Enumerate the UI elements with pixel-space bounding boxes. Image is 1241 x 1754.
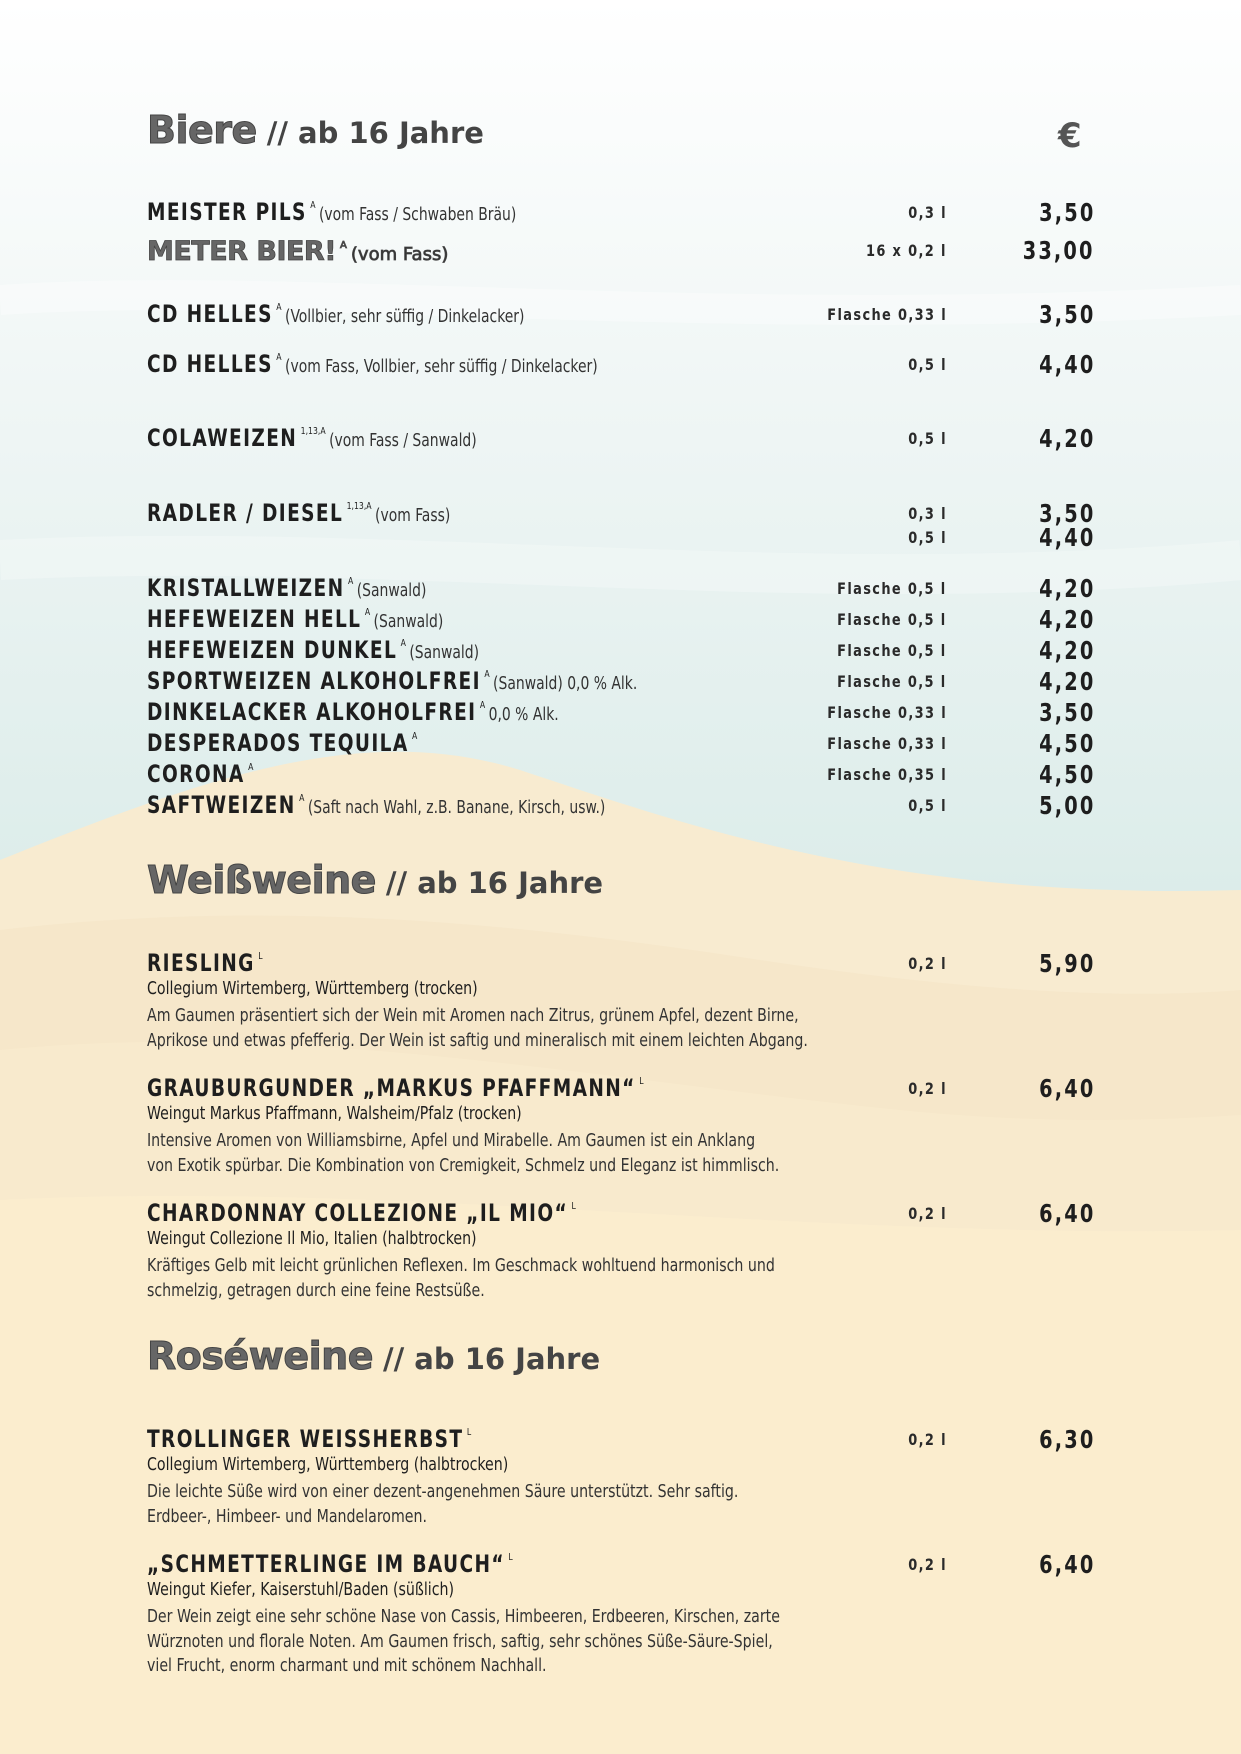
allergen-note: A <box>299 793 305 804</box>
wine-name <box>147 949 263 977</box>
wine-description-line: schmelzig, getragen durch eine feine Restsüße. <box>147 1280 485 1301</box>
beer-name-text: HEFEWEIZEN DUNKEL <box>147 636 398 664</box>
allergen-note: L <box>571 1201 576 1212</box>
allergen-note: L <box>508 1552 513 1563</box>
wine-name-text: RIESLING <box>147 949 255 977</box>
beer-volume-2: 0,5 l <box>908 528 947 547</box>
beer-title: Biere <box>147 108 257 152</box>
beer-price: 33,00 <box>1023 236 1095 265</box>
white-wine-section-title <box>147 858 603 902</box>
beer-description: (vom Fass, Vollbier, sehr süffig / Dinkelacker) <box>285 356 598 377</box>
wine-description-line: Der Wein zeigt eine sehr schöne Nase von Cassis, Himbeeren, Erdbeeren, Kirschen, zarte <box>147 1607 780 1627</box>
allergen-note: L <box>258 951 263 962</box>
winery: Weingut Collezione Il Mio, Italien (halbtrocken) <box>147 1229 477 1249</box>
beer-name <box>147 636 479 664</box>
beer-name-text: DINKELACKER ALKOHOLFREI <box>147 698 477 726</box>
beer-name <box>147 236 448 267</box>
wine-name <box>147 1074 644 1102</box>
wine-name-text: GRAUBURGUNDER „MARKUS PFAFFMANN“ <box>147 1074 636 1102</box>
beer-price: 4,20 <box>1038 574 1095 603</box>
allergen-note: 1,13,A <box>300 426 326 437</box>
allergen-note: L <box>639 1076 644 1087</box>
wine-volume: 0,2 l <box>908 1555 947 1574</box>
beer-volume: Flasche 0,5 l <box>837 641 947 660</box>
allergen-note: A <box>248 762 254 773</box>
rose-age: // ab 16 Jahre <box>383 1342 601 1376</box>
beer-price: 4,50 <box>1038 729 1095 758</box>
beer-volume: 0,3 l <box>908 203 947 222</box>
beer-price: 4,50 <box>1038 760 1095 789</box>
wine-name-text: TROLLINGER WEISSHERBST <box>147 1425 464 1453</box>
wine-volume: 0,2 l <box>908 1430 947 1449</box>
allergen-note: A <box>484 669 490 680</box>
allergen-note: A <box>479 700 486 711</box>
winery: Weingut Markus Pfaffmann, Walsheim/Pfalz (trocken) <box>147 1104 522 1124</box>
allergen-note: A <box>340 240 347 251</box>
beer-description: (vom Fass) <box>350 244 449 265</box>
beer-price: 3,50 <box>1038 198 1095 227</box>
beer-volume: Flasche 0,5 l <box>837 610 947 629</box>
beer-price: 4,20 <box>1038 636 1095 665</box>
wine-description-line: Aprikose und etwas pfefferig. Der Wein ist saftig und mineralisch mit einem leichten Abgang. <box>147 1030 808 1051</box>
wine-price: 5,90 <box>1038 949 1095 978</box>
beer-price: 4,20 <box>1038 424 1095 453</box>
beer-description: (vom Fass / Schwaben Bräu) <box>318 204 517 225</box>
wine-description <box>147 1254 907 1303</box>
wine-description-line: Erdbeer-, Himbeer- und Mandelaromen. <box>147 1506 427 1527</box>
beer-volume: Flasche 0,33 l <box>827 305 947 324</box>
beer-description: (Saft nach Wahl, z.B. Banane, Kirsch, usw.) <box>307 797 606 818</box>
beer-name <box>147 698 559 726</box>
rose-wine-section-title <box>147 1334 600 1378</box>
wine-name <box>147 1425 471 1453</box>
wine-name <box>147 1199 576 1227</box>
beer-description: (Sanwald) <box>356 580 427 601</box>
beer-name-text: CD HELLES <box>147 350 273 378</box>
beer-description: (Sanwald) <box>409 642 480 663</box>
beer-description: (Sanwald) 0,0 % Alk. <box>493 673 638 694</box>
beer-volume: 0,5 l <box>908 429 947 448</box>
wine-description-line: Intensive Aromen von Williamsbirne, Apfel und Mirabelle. Am Gaumen ist ein Anklang <box>147 1131 756 1151</box>
beer-price: 4,20 <box>1038 605 1095 634</box>
beer-volume: Flasche 0,33 l <box>827 734 947 753</box>
beer-price: 5,00 <box>1038 791 1095 820</box>
beer-name <box>147 791 605 819</box>
wine-volume: 0,2 l <box>908 1079 947 1098</box>
rose-title: Roséweine <box>147 1334 373 1378</box>
beer-price-2: 4,40 <box>1038 523 1095 552</box>
beer-name <box>147 499 450 527</box>
wine-volume: 0,2 l <box>908 954 947 973</box>
wine-price: 6,40 <box>1038 1199 1095 1228</box>
wine-description-line: Am Gaumen präsentiert sich der Wein mit Aromen nach Zitrus, grünem Apfel, dezent Birne, <box>147 1006 799 1026</box>
wine-description-line: Würznoten und florale Noten. Am Gaumen frisch, saftig, sehr schönes Süße-Säure-Spiel, <box>147 1631 773 1652</box>
white-age: // ab 16 Jahre <box>385 866 604 900</box>
beer-name <box>147 760 253 788</box>
winery: Collegium Wirtemberg, Württemberg (trocken) <box>147 979 478 999</box>
beer-name <box>147 574 426 602</box>
beer-name-text: CD HELLES <box>147 300 273 328</box>
wine-description <box>147 1004 907 1053</box>
allergen-note: A <box>412 731 418 742</box>
allergen-note: A <box>276 302 282 313</box>
beer-description: (vom Fass) <box>375 505 451 526</box>
beer-name <box>147 350 598 378</box>
beer-price: 4,20 <box>1038 667 1095 696</box>
allergen-note: A <box>347 576 354 587</box>
beer-name-text: MEISTER PILS <box>147 198 307 226</box>
wine-description-line: viel Frucht, enorm charmant und mit schönem Nachhall. <box>147 1656 547 1676</box>
wine-description <box>147 1605 907 1679</box>
beer-volume: Flasche 0,5 l <box>837 672 947 691</box>
beer-name-text: RADLER / DIESEL <box>147 499 344 527</box>
wine-volume: 0,2 l <box>908 1204 947 1223</box>
beer-name <box>147 300 524 328</box>
beer-volume: Flasche 0,35 l <box>827 765 947 784</box>
allergen-note: A <box>276 352 282 363</box>
wine-name-text: CHARDONNAY COLLEZIONE „IL MIO“ <box>147 1199 569 1227</box>
beer-volume: Flasche 0,5 l <box>837 579 947 598</box>
beer-name-text: SAFTWEIZEN <box>147 791 296 819</box>
beer-name-text: DESPERADOS TEQUILA <box>147 729 409 757</box>
allergen-note: 1,13,A <box>346 501 372 512</box>
beer-age: // ab 16 Jahre <box>266 116 484 150</box>
wine-price: 6,40 <box>1038 1550 1095 1579</box>
winery: Weingut Kiefer, Kaiserstuhl/Baden (süßlich) <box>147 1580 455 1600</box>
wine-price: 6,40 <box>1038 1074 1095 1103</box>
wine-description-line: von Exotik spürbar. Die Kombination von Cremigkeit, Schmelz und Eleganz ist himmlisch. <box>147 1155 780 1176</box>
beer-volume: 16 x 0,2 l <box>866 241 947 260</box>
beer-name-text: COLAWEIZEN <box>147 424 298 452</box>
allergen-note: A <box>310 200 316 211</box>
beer-name <box>147 605 443 633</box>
beer-description: (Vollbier, sehr süffig / Dinkelacker) <box>285 306 525 327</box>
beer-name <box>147 729 417 757</box>
allergen-note: L <box>466 1427 472 1438</box>
beer-volume: 0,5 l <box>908 355 947 374</box>
beer-name <box>147 424 477 452</box>
wine-price: 6,30 <box>1038 1425 1095 1454</box>
beer-price: 3,50 <box>1038 499 1095 528</box>
beer-name-text: HEFEWEIZEN HELL <box>147 605 362 633</box>
beer-price: 3,50 <box>1038 698 1095 727</box>
beer-section-title <box>147 108 484 152</box>
beer-name <box>147 667 637 695</box>
wine-name <box>147 1550 513 1578</box>
wine-description <box>147 1129 907 1178</box>
beer-description: 0,0 % Alk. <box>488 704 559 725</box>
beer-price: 4,40 <box>1038 350 1095 379</box>
beer-description: (vom Fass / Sanwald) <box>329 430 477 451</box>
beer-name-text: CORONA <box>147 760 245 788</box>
beer-volume: 0,3 l <box>908 504 947 523</box>
beer-volume: 0,5 l <box>908 796 947 815</box>
beer-name <box>147 198 516 226</box>
beer-name-text: SPORTWEIZEN ALKOHOLFREI <box>147 667 481 695</box>
beer-price: 3,50 <box>1038 300 1095 329</box>
beer-name-text: KRISTALLWEIZEN <box>147 574 345 602</box>
white-title: Weißweine <box>147 858 376 902</box>
wine-description-line: Kräftiges Gelb mit leicht grünlichen Reflexen. Im Geschmack wohltuend harmonisch und <box>147 1256 775 1276</box>
beer-description: (Sanwald) <box>373 611 444 632</box>
allergen-note: A <box>400 638 406 649</box>
winery: Collegium Wirtemberg, Württemberg (halbtrocken) <box>147 1455 509 1475</box>
wine-name-text: „SCHMETTERLINGE IM BAUCH“ <box>147 1550 505 1578</box>
currency-heading: € <box>1058 116 1082 156</box>
wine-description <box>147 1480 907 1529</box>
beer-volume: Flasche 0,33 l <box>827 703 947 722</box>
wine-description-line: Die leichte Süße wird von einer dezent-angenehmen Säure unterstützt. Sehr saftig. <box>147 1482 739 1502</box>
beer-name-text: METER BIER! <box>147 236 337 267</box>
allergen-note: A <box>364 607 371 618</box>
